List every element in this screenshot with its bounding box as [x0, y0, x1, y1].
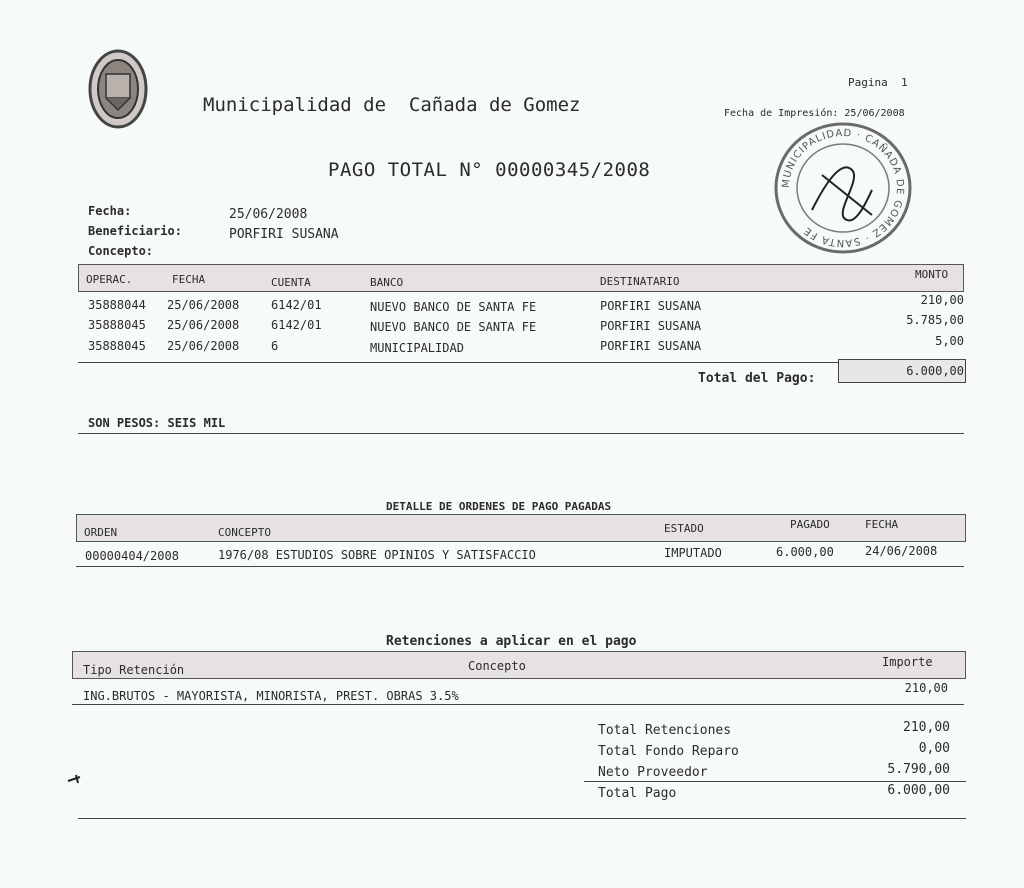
municipal-logo: [88, 48, 148, 130]
col-cuenta: CUENTA: [271, 276, 311, 289]
summary-value-total: 6.000,00: [887, 783, 950, 798]
orders-header-bar: [76, 514, 966, 542]
cell-monto: 5.785,00: [906, 313, 964, 327]
retentions-bottom-rule: [72, 704, 964, 705]
cell-operac: 35888045: [88, 339, 146, 353]
cell-tipo-retencion: ING.BRUTOS - MAYORISTA, MINORISTA, PREST. OBRAS 3.5%: [83, 689, 459, 703]
total-pago-label: Total del Pago:: [698, 371, 816, 386]
retentions-title: Retenciones a aplicar en el pago: [386, 634, 637, 649]
fecha-label: Fecha:: [88, 204, 132, 218]
cell-orden: 00000404/2008: [85, 549, 179, 563]
col-fecha: FECHA: [172, 273, 206, 286]
footer-rule: [78, 818, 966, 819]
cell-destinatario: PORFIRI SUSANA: [600, 319, 702, 333]
summary-label-fondo-reparo: Total Fondo Reparo: [598, 744, 739, 759]
total-pago-value: 6.000,00: [906, 364, 964, 378]
cell-fecha-orden: 24/06/2008: [865, 544, 938, 558]
table-row: [0, 293, 1024, 314]
table-row: [0, 544, 1024, 563]
cell-concepto: 1976/08 ESTUDIOS SOBRE OPINIOS Y SATISFACCIO: [218, 548, 536, 562]
svg-text:MUNICIPALIDAD · CAÑADA DE GOME: [781, 128, 905, 248]
summary-label-total: Total Pago: [598, 786, 677, 801]
cell-operac: 35888045: [88, 318, 146, 332]
cell-cuenta: 6142/01: [271, 298, 322, 312]
concepto-label: Concepto:: [88, 244, 154, 258]
seal-text: MUNICIPALIDAD · CAÑADA DE GOMEZ · SANTA FE: [780, 127, 906, 249]
operations-bottom-rule: [78, 362, 964, 363]
summary-rule: [584, 781, 966, 782]
cell-cuenta: 6142/01: [271, 318, 322, 332]
col-fecha-orden: FECHA: [865, 518, 899, 531]
cell-destinatario: PORFIRI SUSANA: [600, 339, 702, 353]
cell-operac: 35888044: [88, 298, 146, 312]
col-banco: BANCO: [370, 276, 404, 289]
cell-monto: 5,00: [935, 334, 964, 348]
summary-value-retenciones: 210,00: [903, 720, 950, 735]
summary-label-neto: Neto Proveedor: [598, 765, 708, 780]
cell-cuenta: 6: [271, 339, 279, 353]
page-title: PAGO TOTAL N° 00000345/2008: [328, 159, 651, 181]
col-destinatario: DESTINATARIO: [600, 275, 680, 288]
operations-header-bar: [78, 264, 964, 292]
cell-pagado: 6.000,00: [776, 545, 834, 559]
cell-fecha: 25/06/2008: [167, 339, 240, 353]
pen-mark-icon: [66, 770, 86, 782]
col-orden: ORDEN: [84, 526, 118, 539]
official-seal: [772, 120, 914, 256]
summary-value-fondo-reparo: 0,00: [918, 741, 950, 756]
municipality-name: Municipalidad de Cañada de Gomez: [203, 94, 581, 116]
cell-banco: NUEVO BANCO DE SANTA FE: [370, 320, 537, 334]
table-row: [0, 681, 1024, 703]
cell-importe: 210,00: [904, 681, 948, 695]
beneficiario-value: PORFIRI SUSANA: [229, 227, 339, 242]
fecha-value: 25/06/2008: [229, 207, 308, 222]
col-pagado: PAGADO: [790, 518, 830, 531]
orders-bottom-rule: [76, 566, 964, 567]
son-pesos-rule: [78, 433, 964, 434]
son-pesos: SON PESOS: SEIS MIL: [88, 416, 226, 430]
col-importe: Importe: [882, 655, 933, 669]
signature-mark: [812, 167, 872, 220]
table-row: [0, 334, 1024, 355]
table-row: [0, 313, 1024, 334]
cell-monto: 210,00: [920, 293, 964, 307]
beneficiario-label: Beneficiario:: [88, 224, 182, 238]
cell-banco: NUEVO BANCO DE SANTA FE: [370, 300, 537, 314]
cell-fecha: 25/06/2008: [167, 298, 240, 312]
col-tipo-retencion: Tipo Retención: [83, 663, 185, 677]
orders-title: DETALLE DE ORDENES DE PAGO PAGADAS: [386, 500, 612, 513]
cell-banco: MUNICIPALIDAD: [370, 341, 464, 355]
col-operac: OPERAC.: [86, 273, 133, 286]
cell-destinatario: PORFIRI SUSANA: [600, 299, 702, 313]
print-date: Fecha de Impresión: 25/06/2008: [724, 108, 905, 119]
col-concepto-retencion: Concepto: [468, 659, 526, 673]
col-concepto: CONCEPTO: [218, 526, 271, 539]
col-monto: MONTO: [915, 268, 949, 281]
cell-estado: IMPUTADO: [664, 546, 722, 560]
cell-fecha: 25/06/2008: [167, 318, 240, 332]
col-estado: ESTADO: [664, 522, 704, 535]
summary-label-retenciones: Total Retenciones: [598, 723, 732, 738]
page-number: Pagina 1: [848, 76, 908, 89]
summary-value-neto: 5.790,00: [887, 762, 950, 777]
